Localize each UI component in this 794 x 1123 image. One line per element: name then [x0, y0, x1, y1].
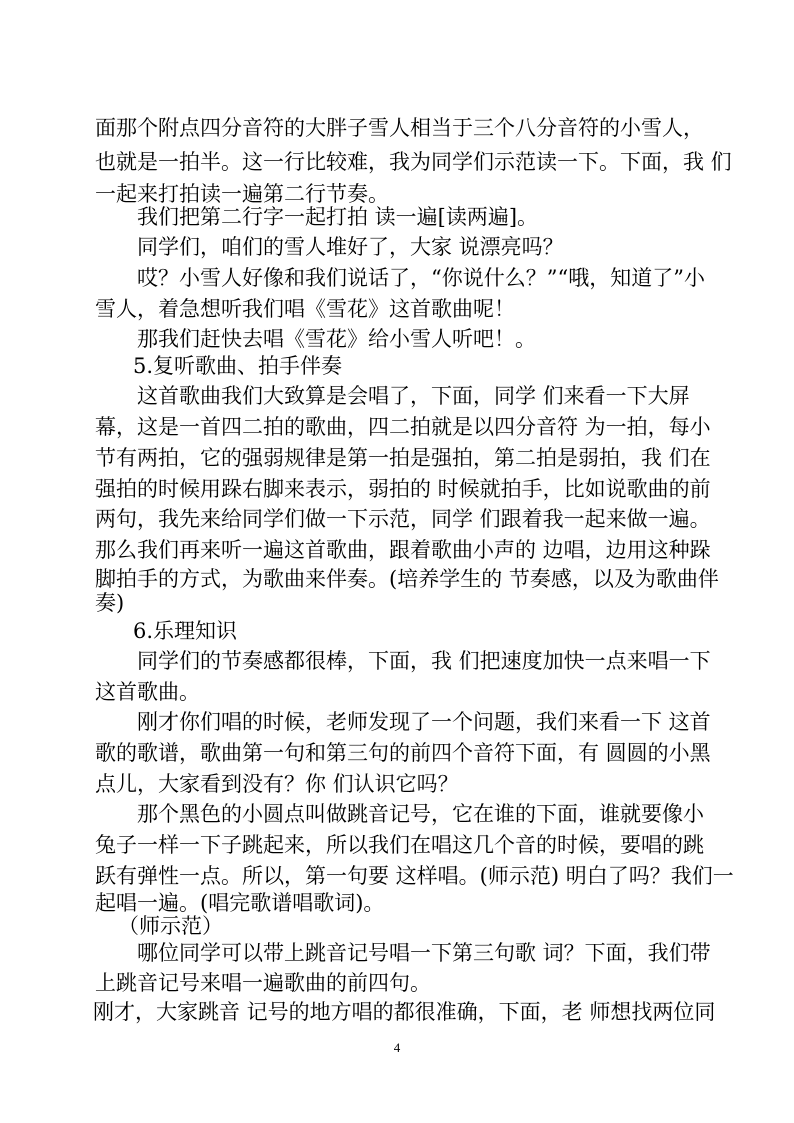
text-line: 歌的歌谱，歌曲第一句和第三句的前四个音符下面，有 圆圆的小黑: [95, 741, 711, 765]
text-line: 跃有弹性一点。所以，第一句要 这样唱。(师示范) 明白了吗？我们一: [95, 864, 734, 888]
text-line: 脚拍手的方式，为歌曲来伴奏。(培养学生的 节奏感，以及为歌曲伴: [95, 567, 719, 591]
text-line: 刚才你们唱的时候，老师发现了一个问题，我们来看一下 这首: [137, 710, 711, 734]
section-heading: 5.复听歌曲、拍手伴奏: [133, 354, 343, 378]
page-number: 4: [393, 1040, 401, 1055]
text-line: 上跳音记号来唱一遍歌曲的前四句。: [95, 971, 431, 995]
text-line: 这首歌曲。: [95, 680, 200, 704]
text-line: 我们把第二行字一起打拍 读一遍[读两遍]。: [137, 205, 539, 229]
section-heading: 6.乐理知识: [133, 619, 238, 643]
text-line: 面那个附点四分音符的大胖子雪人相当于三个八分音符的小雪人，: [95, 116, 704, 140]
text-line: 兔子一样一下子跳起来，所以我们在唱这几个音的时候，要唱的跳: [95, 833, 704, 857]
text-line: 强拍的时候用跺右脚来表示，弱拍的 时候就拍手，比如说歌曲的前: [95, 477, 711, 501]
text-line: 这首歌曲我们大致算是会唱了，下面，同学 们来看一下大屏: [137, 384, 690, 408]
text-line: 哪位同学可以带上跳音记号唱一下第三句歌 词？下面，我们带: [137, 941, 711, 965]
text-line: 幕，这是一首四二拍的歌曲，四二拍就是以四分音符 为一拍，每小: [95, 415, 711, 439]
text-line: 起唱一遍。(唱完歌谱唱歌词)。: [95, 891, 385, 915]
text-line: 那我们赶快去唱《雪花》给小雪人听吧！。: [137, 327, 536, 351]
text-line: 奏): [95, 591, 125, 615]
text-line: 那个黑色的小圆点叫做跳音记号，它在谁的下面，谁就要像小: [137, 802, 704, 826]
text-line: 节有两拍，它的强弱规律是第一拍是强拍，第二拍是弱拍，我 们在: [95, 446, 711, 470]
text-line: 刚才，大家跳音 记号的地方唱的都很准确，下面，老 师想找两位同: [93, 1000, 716, 1024]
text-line: 雪人，着急想听我们唱《雪花》这首歌曲呢！: [95, 297, 515, 321]
text-line: 同学们，咱们的雪人堆好了，大家 说漂亮吗？: [137, 235, 564, 259]
text-line: 哎？小雪人好像和我们说话了，“你说什么？”“哦，知道了”小: [137, 266, 705, 290]
text-line: 也就是一拍半。这一行比较难，我为同学们示范读一下。下面，我 们: [95, 150, 732, 174]
text-line: 一起来打拍读一遍第二行节奏。: [95, 182, 389, 206]
text-line: 那么我们再来听一遍这首歌曲，跟着歌曲小声的 边唱，边用这种跺: [95, 538, 711, 562]
text-line: 点儿，大家看到没有？你 们认识它吗？: [95, 772, 459, 796]
text-line: （师示范）: [118, 914, 223, 938]
text-line: 同学们的节奏感都很棒，下面，我 们把速度加快一点来唱一下: [137, 649, 711, 673]
text-line: 两句，我先来给同学们做一下示范，同学 们跟着我一起来做一遍。: [95, 507, 711, 531]
